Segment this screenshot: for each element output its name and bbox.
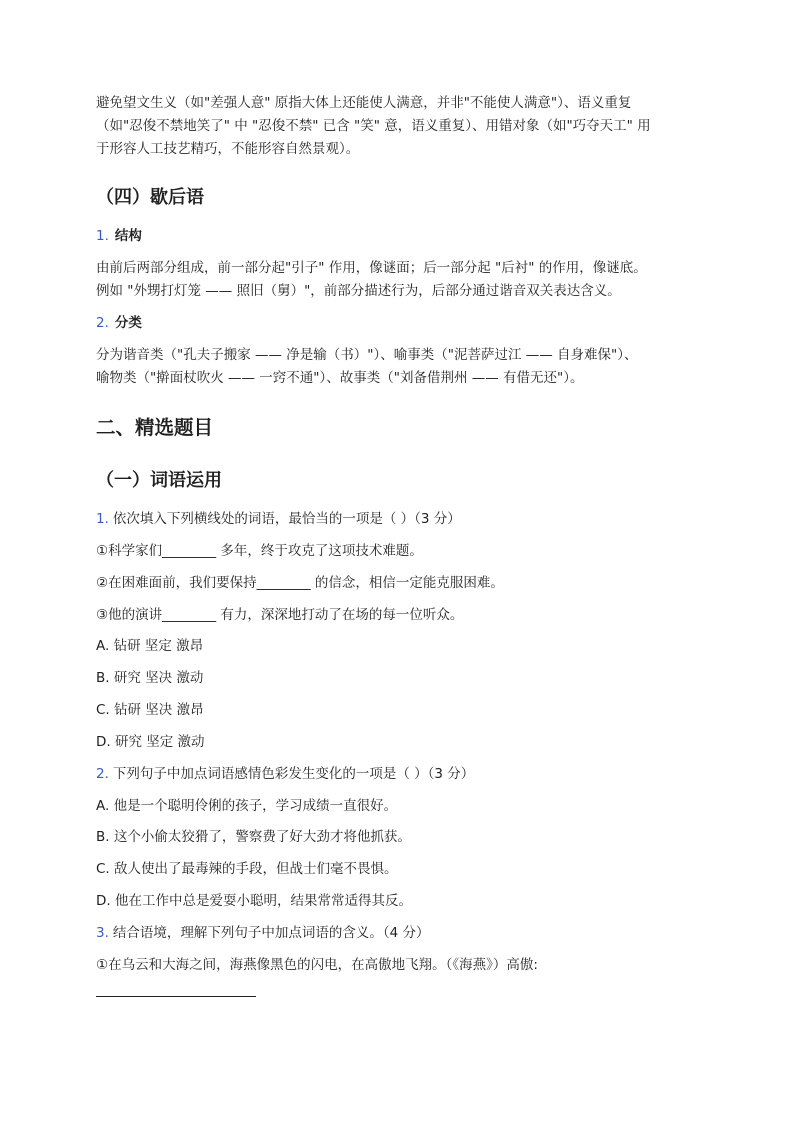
question-1-option: A. 钻研 坚定 激昂 <box>96 638 204 654</box>
paragraph-line: 由前后两部分组成，前一部分起"引子" 作用，像谜面；后一部分起 "后衬" 的作用，像谜底。 <box>96 260 647 276</box>
question-1-item: ②在困难面前，我们要保持________ 的信念，相信一定能克服困难。 <box>96 575 504 591</box>
classification-paragraph <box>96 344 700 390</box>
question-number: 3. <box>96 925 109 941</box>
question-1-stem <box>96 509 461 529</box>
subheading-label: 结构 <box>114 228 142 244</box>
subheading-structure <box>96 226 142 246</box>
subheading-classification <box>96 313 142 333</box>
question-text: 结合语境，理解下列句子中加点词语的含义。（4 分） <box>112 925 430 941</box>
question-2-option: D. 他在工作中总是爱耍小聪明，结果常常适得其反。 <box>96 893 412 909</box>
question-2-option: A. 他是一个聪明伶俐的孩子，学习成绩一直很好。 <box>96 798 398 814</box>
intro-line: 于形容人工技艺精巧，不能形容自然景观）。 <box>96 141 360 157</box>
structure-paragraph <box>96 257 700 303</box>
question-1-item: ①科学家们________ 多年，终于攻克了这项技术难题。 <box>96 543 423 559</box>
answer-blank-line <box>96 996 256 997</box>
subheading-label: 分类 <box>114 315 142 331</box>
intro-line: 避免望文生义（如"差强人意" 原指大体上还能使人满意，并非"不能使人满意"）、语义重复 <box>96 95 632 111</box>
intro-paragraph <box>96 92 700 161</box>
paragraph-line: 例如 "外甥打灯笼 —— 照旧（舅）"，前部分描述行为，后部分通过谐音双关表达含义。 <box>96 283 621 299</box>
question-3-stem <box>96 923 430 943</box>
question-number: 2. <box>96 766 109 782</box>
question-1-option: B. 研究 坚决 激动 <box>96 670 204 686</box>
section-heading-xiehouyu: （四）歇后语 <box>96 187 204 208</box>
subheading-number: 2. <box>96 315 109 331</box>
question-1-option: C. 钻研 坚决 激昂 <box>96 702 204 718</box>
question-2-option: B. 这个小偷太狡猾了，警察费了好大劲才将他抓获。 <box>96 829 411 845</box>
part-heading-selected-questions: 二、精选题目 <box>96 416 214 439</box>
question-2-stem <box>96 764 474 784</box>
question-1-item: ③他的演讲________ 有力，深深地打动了在场的每一位听众。 <box>96 607 464 623</box>
section-heading-word-usage: （一）词语运用 <box>96 470 222 491</box>
question-2-option: C. 敌人使出了最毒辣的手段，但战士们毫不畏惧。 <box>96 861 398 877</box>
question-3-item: ①在乌云和大海之间，海燕像黑色的闪电，在高傲地飞翔。（《海燕》）高傲: <box>96 957 538 973</box>
subheading-number: 1. <box>96 228 109 244</box>
question-text: 依次填入下列横线处的词语，最恰当的一项是（ ）（3 分） <box>112 511 461 527</box>
intro-line: （如"忍俊不禁地笑了" 中 "忍俊不禁" 已含 "笑" 意，语义重复）、用错对象（如"巧夺天工" 用 <box>96 118 651 134</box>
question-1-option: D. 研究 坚定 激动 <box>96 734 205 750</box>
question-number: 1. <box>96 511 109 527</box>
paragraph-line: 喻物类（"擀面杖吹火 —— 一窍不通"）、故事类（"刘备借荆州 —— 有借无还"）。 <box>96 370 584 386</box>
paragraph-line: 分为谐音类（"孔夫子搬家 —— 净是输（书）"）、喻事类（"泥菩萨过江 —— 自身难保"）、 <box>96 347 638 363</box>
question-text: 下列句子中加点词语感情色彩发生变化的一项是（ ）（3 分） <box>112 766 475 782</box>
